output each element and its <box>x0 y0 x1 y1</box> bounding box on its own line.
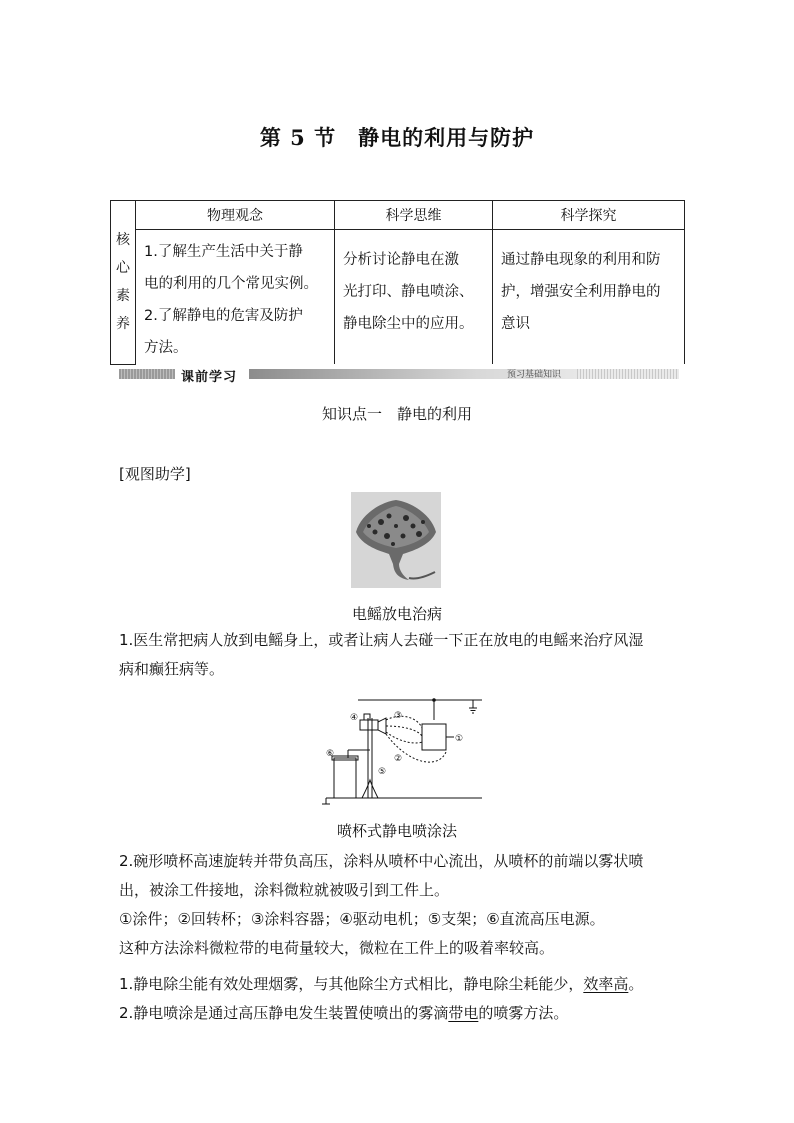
cell-line: 通过静电现象的利用和防 <box>501 252 661 268</box>
text-span: 。 <box>628 975 644 993</box>
label-1: ① <box>455 734 464 744</box>
spray-diagram-svg <box>318 694 488 806</box>
cell-physics-concept <box>136 230 335 365</box>
figure2-caption: 喷杯式静电喷涂法 <box>336 822 457 840</box>
answer-blank: 带电 <box>448 1004 479 1022</box>
page-title: 第 5 节 静电的利用与防护 <box>259 125 535 150</box>
electric-ray-image <box>351 492 441 588</box>
cell-line: 光打印、静电喷涂、 <box>343 284 474 300</box>
header-scientific-inquiry: 科学探究 <box>493 201 685 230</box>
cell-line: 护，增强安全利用静电的 <box>501 284 661 300</box>
para-line: 2.碗形喷杯高速旋转并带负高压，涂料从喷杯中心流出，从喷杯的前端以雾状喷 <box>119 852 644 870</box>
side-char: 养 <box>116 316 130 333</box>
figure1-caption: 电鳐放电治病 <box>351 605 442 623</box>
para-line: 这种方法涂料微粒带的电荷量较大，微粒在工件上的吸着率较高。 <box>119 939 555 957</box>
text-span: 1.静电除尘能有效处理烟雾，与其他除尘方式相比，静电除尘耗能少， <box>119 975 584 993</box>
label-3: ③ <box>394 711 403 721</box>
banner-label: 课前学习 <box>181 370 238 385</box>
section-tag: [观图助学] <box>119 465 191 483</box>
cell-line: 意识 <box>501 316 530 332</box>
cell-line: 分析讨论静电在激 <box>343 252 459 268</box>
paragraph-1 <box>119 626 679 684</box>
cell-line: 方法。 <box>144 340 188 356</box>
label-2: ② <box>394 754 403 764</box>
cell-line: 2.了解静电的危害及防护 <box>144 308 303 324</box>
para-line: 病和癫狂病等。 <box>119 660 225 678</box>
para-line: 1.医生常把病人放到电鳐身上，或者让病人去碰一下正在放电的电鳐来治疗风湿 <box>119 631 644 649</box>
cell-line: 静电除尘中的应用。 <box>343 316 474 332</box>
banner-bar <box>577 369 679 379</box>
label-5: ⑤ <box>378 767 387 777</box>
para-line <box>119 970 679 999</box>
banner-right-label: 预习基础知识 <box>507 370 562 380</box>
label-4: ④ <box>350 713 359 723</box>
core-side-label <box>111 201 136 365</box>
label-6: ⑥ <box>326 749 335 759</box>
electric-ray-photo <box>351 492 441 588</box>
cell-scientific-thinking <box>335 230 493 365</box>
cell-line: 电的利用的几个常见实例。 <box>144 276 318 292</box>
core-competency-table <box>110 200 685 365</box>
paragraph-3 <box>119 970 679 1028</box>
side-char: 素 <box>116 288 130 305</box>
side-char: 心 <box>116 260 130 277</box>
banner-bar <box>119 369 175 379</box>
answer-blank: 效率高 <box>583 975 629 993</box>
spray-coating-diagram <box>318 694 488 806</box>
text-span: 2.静电喷涂是通过高压静电发生装置使喷出的雾滴 <box>119 1004 449 1022</box>
cell-line: 1.了解生产生活中关于静 <box>144 244 303 260</box>
banner-bar <box>249 369 629 379</box>
section-banner <box>119 367 679 385</box>
para-line: 出，被涂工件接地，涂料微粒就被吸引到工件上。 <box>119 881 450 899</box>
para-line: ①涂件；②回转杯；③涂料容器；④驱动电机；⑤支架；⑥直流高压电源。 <box>119 910 605 928</box>
para-line <box>119 999 679 1028</box>
side-char: 核 <box>116 232 130 249</box>
cell-scientific-inquiry <box>493 230 685 365</box>
text-span: 的喷雾方法。 <box>478 1004 569 1022</box>
knowledge-point-title: 知识点一 静电的利用 <box>321 405 472 423</box>
paragraph-2 <box>119 847 679 963</box>
header-scientific-thinking: 科学思维 <box>335 201 493 230</box>
header-physics-concept: 物理观念 <box>136 201 335 230</box>
